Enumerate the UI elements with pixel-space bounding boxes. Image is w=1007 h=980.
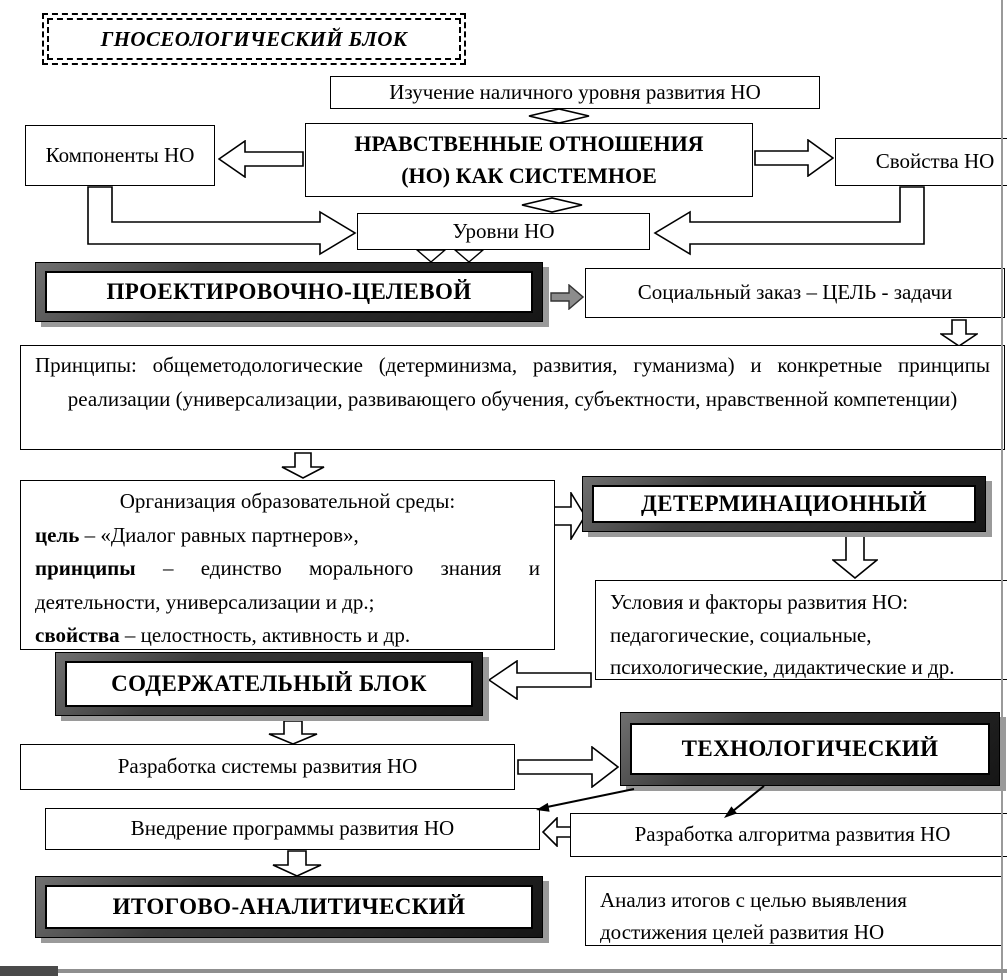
env-goal-text: – «Диалог равных партнеров», xyxy=(79,522,359,547)
stage-content-block xyxy=(55,652,483,716)
stage-design-target xyxy=(35,262,543,322)
arrow-down-to-conditions-icon xyxy=(832,535,878,579)
env-properties-line xyxy=(35,619,540,653)
double-diamond-connector-mid-icon xyxy=(520,197,584,213)
stage-technological-label: ТЕХНОЛОГИЧЕСКИЙ xyxy=(630,723,990,775)
double-diamond-connector-top-icon xyxy=(527,108,591,124)
arrow-down-to-environment-icon xyxy=(281,452,325,479)
env-goal-term: цель xyxy=(35,522,80,547)
scan-edge-right xyxy=(1001,0,1003,980)
thin-arrow-to-implement-icon xyxy=(522,786,637,816)
arrow-left-to-components-icon xyxy=(218,140,304,178)
arrow-down-to-develop-system-icon xyxy=(268,720,318,745)
env-principles-term: принципы xyxy=(35,556,136,581)
stage-final-analytical-label: ИТОГОВО-АНАЛИТИЧЕСКИЙ xyxy=(45,885,533,929)
arrow-right-to-properties-icon xyxy=(754,139,834,177)
scan-mark-bottom-left xyxy=(0,966,58,976)
stage-design-target-label: ПРОЕКТИРОВОЧНО-ЦЕЛЕВОЙ xyxy=(45,271,533,313)
node-implement-program: Внедрение программы развития НО xyxy=(45,808,540,850)
env-properties-text: – целостность, активность и др. xyxy=(119,623,411,648)
node-org-environment xyxy=(20,480,555,650)
node-moral-relations-line2: (НО) КАК СИСТЕМНОЕ xyxy=(401,163,657,188)
env-goal-line xyxy=(35,519,540,553)
stage-determination-label: ДЕТЕРМИНАЦИОННЫЙ xyxy=(592,485,976,523)
node-components: Компоненты НО xyxy=(25,125,215,186)
stage-technological xyxy=(620,712,1000,786)
node-conditions-factors: Условия и факторы развития НО: педагогические, социальные, психологические, дидактические и др. xyxy=(595,580,1007,680)
node-study-level: Изучение наличного уровня развития НО xyxy=(330,76,820,109)
thin-arrow-to-algorithm-icon xyxy=(712,784,774,826)
header-label: ГНОСЕОЛОГИЧЕСКИЙ БЛОК xyxy=(47,18,461,60)
node-levels: Уровни НО xyxy=(357,213,650,250)
node-moral-relations-line1: НРАВСТВЕННЫЕ ОТНОШЕНИЯ xyxy=(354,131,704,157)
arrow-down-to-final-icon xyxy=(272,850,322,877)
header-box xyxy=(42,13,466,65)
arrow-down-to-principles-icon xyxy=(940,319,978,347)
stage-final-analytical xyxy=(35,876,543,938)
stage-content-block-label: СОДЕРЖАТЕЛЬНЫЙ БЛОК xyxy=(65,661,473,707)
env-properties-term: свойства xyxy=(35,623,120,648)
env-principles-line xyxy=(35,552,540,619)
scan-edge-bottom xyxy=(0,969,1007,973)
gray-arrow-right-icon xyxy=(550,284,584,310)
node-develop-algorithm: Разработка алгоритма развития НО xyxy=(570,813,1007,857)
arrow-left-to-implement-icon xyxy=(542,817,572,847)
node-principles: Принципы: общеметодологические (детерминизма, развития, гуманизма) и конкретные принципы реализации (универсализации, развивающего обучения, субъектности, нравственной компетенции) xyxy=(20,345,1005,450)
env-principles-text: – единство морального знания и деятельности, универсализации и др.; xyxy=(35,556,540,614)
arrow-left-to-content-block-icon xyxy=(488,660,592,700)
arrow-right-to-technological-icon xyxy=(517,746,619,788)
env-title: Организация образовательной среды: xyxy=(119,489,456,513)
node-analysis-results: Анализ итогов с целью выявления достижения целей развития НО xyxy=(585,876,1003,946)
arrow-right-to-determination-icon xyxy=(550,492,586,540)
node-properties: Свойства НО xyxy=(835,138,1007,186)
node-develop-system: Разработка системы развития НО xyxy=(20,744,515,790)
node-social-order: Социальный заказ – ЦЕЛЬ - задачи xyxy=(585,268,1005,318)
stage-determination xyxy=(582,476,986,532)
